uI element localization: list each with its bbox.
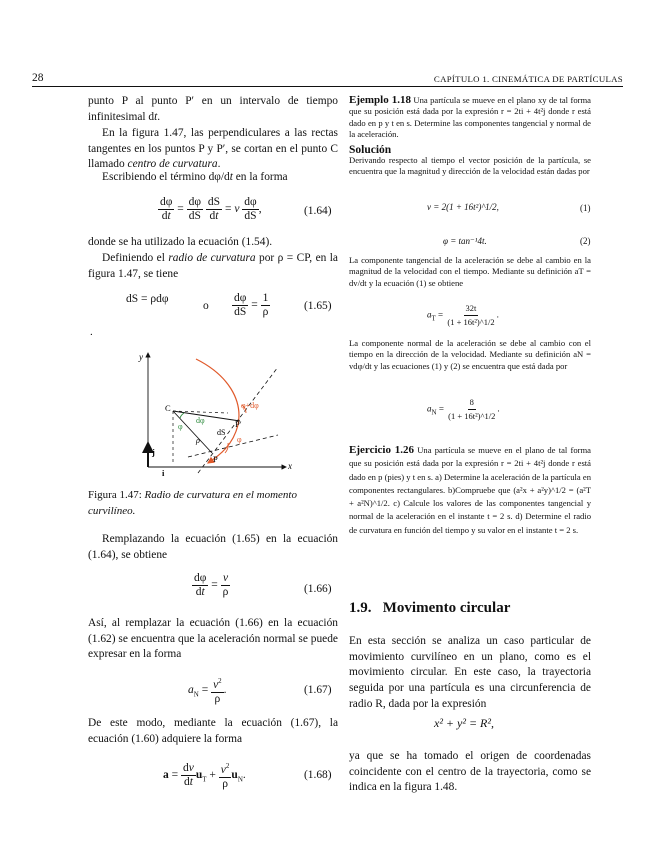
label-x: x	[288, 461, 292, 471]
equation-number: (1.67)	[304, 684, 332, 696]
equation-number: (1.64)	[304, 205, 332, 217]
equation-connector: o	[203, 300, 209, 312]
equation-number: (2)	[580, 236, 591, 246]
header-rule	[32, 86, 623, 87]
equation-1-67: $a_N$ = $\frac{v^2}{\rho}$ .	[188, 677, 227, 705]
page-number: 28	[32, 72, 44, 84]
label-j: j	[152, 447, 155, 457]
figure-1-47	[128, 345, 303, 480]
exercise-1-26: Ejercicio 1.26 Una partícula se mueve en el plano de tal forma que su posición está dada por la expresión r = 2ti + 4t²j donde r está dado en p (pies) y t en s. a) Determine la aceleración de la partícula en componentes rectangulares. b)Compruebe que (a²x + a²y)^1/2 = (a²T + a²N)^1/2. c) Calcule los valores de las componentes tangencial y normal de la aceleración en el instante t = 2 s. d) Determine el radio de curvatura en función del tiempo y su valor en el instante t = 2 s.	[349, 444, 591, 535]
equation-1-65: dS = ρdφ	[126, 293, 169, 305]
label-phi-red: φ	[237, 435, 242, 444]
tangential-text: La componente tangencial de la aceleración se debe al cambio en la magnitud de la velocidad con el tiempo. Mediante su definición aT = dv/dt y la ecuación (1) se obtiene	[349, 255, 591, 288]
label-phi-plus-dphi: φ+dφ	[241, 401, 259, 410]
label-P: P	[213, 454, 218, 464]
trajectory-curve	[196, 359, 239, 463]
equation-1-68: a = $\frac{dv}{dt}$ $u_T$ + $\frac{v^2}{\rho}$ $u_N$.	[163, 761, 246, 790]
equation-number: (1)	[580, 203, 591, 213]
label-C: C	[165, 403, 171, 413]
label-i: i	[162, 468, 165, 478]
paragraph: punto P al punto P′ en un intervalo de tiempo infinitesimal dt.	[88, 95, 338, 123]
paragraph: En esta sección se analiza un caso particular de movimiento curvilíneo en un plano, como es el movimiento circular. En este caso, la trayectoria seguida por una partícula es una circunferencia de radio R, dada por la expresión	[349, 635, 591, 710]
paragraph: De este modo, mediante la ecuación (1.67), la ecuación (1.60) adquiere la forma	[88, 717, 338, 745]
label-dphi: dφ	[196, 416, 205, 425]
equation-aN: $a_N$ = $\frac{8}{\text{(1 + 16t²)\textasciicircum{}1/2}}$ .	[427, 397, 500, 421]
equation-1-65b: $\frac{d\varphi}{dS}$ = $\frac{1}{\rho}$	[234, 292, 269, 318]
equation-1: v = 2(1 + 16t²)^1/2,	[427, 202, 499, 212]
equation-number: (1.65)	[304, 300, 332, 312]
paragraph: Así, al remplazar la ecuación (1.66) en la ecuación (1.62) se encuentra que la aceleración normal se puede expresar en la forma	[88, 617, 338, 661]
equation-1-64: $\frac{d\varphi}{dt}$ = $\frac{d\varphi}{dS}$ $\frac{dS}{dt}$ = v $\frac{d\varphi}{dS}$ ,	[160, 196, 262, 222]
figure-caption: Figura 1.47: Radio de curvatura en el momento curvilíneo.	[88, 489, 297, 517]
section-heading: 1.9. Movimento circular	[349, 600, 511, 616]
label-P-prime: P′	[235, 419, 242, 429]
normal-text: La componente normal de la aceleración se debe al cambio con el tiempo en la dirección de la velocidad. Mediante su definición aN = vdφ/dt y las ecuaciones (1) y (2) se encuentra que está dada por	[349, 338, 591, 371]
paragraph: En la figura 1.47, las perpendiculares a las rectas tangentes en los puntos P y P′, se cortan en el punto C llamado centro de curvatura.	[88, 127, 338, 171]
paragraph: donde se ha utilizado la ecuación (1.54).	[88, 236, 273, 248]
solution-text: Derivando respecto al tiempo el vector posición de la partícula, se encuentra que la magnitud y dirección de la velocidad están dadas por	[349, 155, 591, 177]
label-y: y	[139, 352, 143, 362]
solution-heading: Solución	[349, 144, 392, 156]
paragraph: Escribiendo el término dφ/dt en la forma	[102, 171, 288, 183]
stray-dot: .	[90, 326, 93, 338]
equation-2: φ = tan⁻¹4t.	[443, 236, 487, 246]
circle-equation: x² + y² = R²,	[434, 716, 494, 730]
equation-1-66: $\frac{d\varphi}{dt}$ = $\frac{v}{\rho}$	[194, 572, 229, 598]
running-header: CAPÍTULO 1. CINEMÁTICA DE PARTÍCULAS	[433, 74, 623, 84]
paragraph: Definiendo el radio de curvatura por ρ = CP, en la figura 1.47, se tiene	[88, 252, 338, 280]
equation-aT: $a_T$ = $\frac{32t}{\text{(1 + 16t²)\textasciicircum{}1/2}}$ .	[427, 303, 499, 327]
equation-number: (1.66)	[304, 583, 332, 595]
paragraph: ya que se ha tomado el origen de coordenadas coincidente con el centro de la trayectoria, como se indica en la figura 1.48.	[349, 750, 591, 794]
label-dS: dS	[217, 428, 226, 437]
equation-number: (1.68)	[304, 769, 332, 781]
paragraph: Remplazando la ecuación (1.65) en la ecuación (1.64), se obtiene	[88, 533, 338, 561]
label-phi-green: φ	[178, 422, 183, 431]
example-1-18: Ejemplo 1.18 Una partícula se mueve en el plano xy de tal forma que su posición está dada por la expresión r = 2ti + 4t²j donde r está dado en p y t en s. Determine las componentes tangencial y normal de la aceleración.	[349, 94, 591, 140]
label-rho: ρ	[196, 436, 200, 445]
